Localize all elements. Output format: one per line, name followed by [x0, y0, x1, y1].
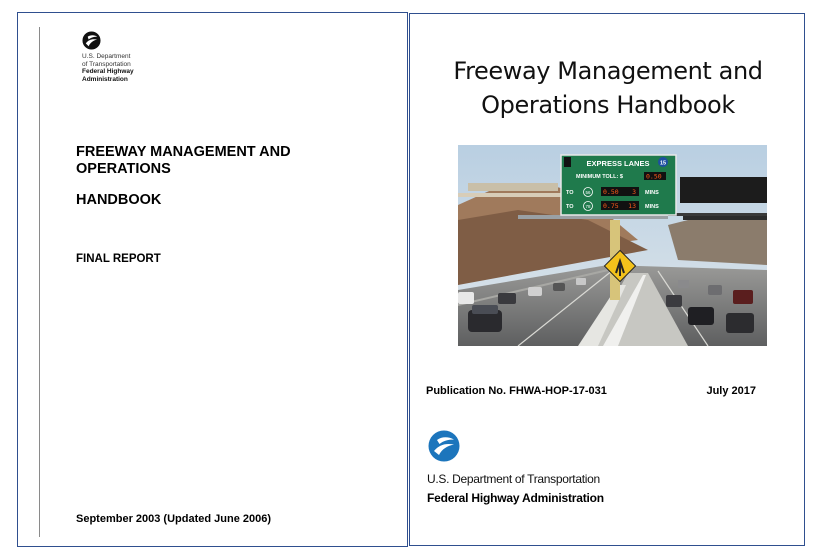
agency-line: Federal Highway: [82, 68, 134, 75]
left-title-line1: FREEWAY MANAGEMENT AND: [76, 144, 291, 160]
route1-mins-label: MINS: [645, 190, 659, 196]
left-subtitle: HANDBOOK: [76, 192, 162, 208]
usdot-logo-icon: [428, 430, 460, 462]
route2-mins: 13: [628, 202, 636, 210]
left-date: September 2003 (Updated June 2006): [76, 513, 272, 525]
right-title: [410, 54, 806, 122]
route1-price: 0.50: [603, 188, 619, 196]
agency-line: of Transportation: [82, 60, 131, 68]
freeway-photo: [458, 145, 767, 346]
left-cover-page: [17, 12, 408, 547]
usdot-logo-icon: [82, 31, 101, 50]
publication-date: July 2017: [706, 385, 756, 397]
route2-price: 0.75: [603, 202, 619, 210]
publication-number: Publication No. FHWA-HOP-17-031: [426, 385, 607, 397]
margin-rule: [39, 27, 40, 537]
agency-line: Administration: [82, 75, 128, 83]
agency-name: U.S. Department of Transportation: [427, 472, 600, 486]
cover-photo: [458, 145, 767, 346]
route1-label: TO: [566, 190, 574, 196]
toll-value: 0.50: [646, 172, 662, 181]
right-title-line2: Operations Handbook: [481, 91, 735, 119]
left-title-line2: OPERATIONS: [76, 161, 171, 177]
route2-label: TO: [566, 204, 574, 210]
agency-line: U.S. Department: [82, 53, 131, 60]
agency-block-small: [82, 53, 134, 83]
toll-label: MINIMUM TOLL: $: [576, 174, 623, 180]
agency-sub-name: Federal Highway Administration: [427, 491, 604, 505]
right-title-line1: Freeway Management and: [453, 57, 763, 85]
route1-number: 56: [585, 190, 591, 195]
right-cover-page: [409, 13, 805, 546]
route2-mins-label: MINS: [645, 204, 659, 210]
route2-number: 78: [585, 204, 591, 209]
route1-mins: 3: [632, 188, 636, 196]
interstate-shield: 15: [659, 160, 667, 167]
report-type: FINAL REPORT: [76, 253, 161, 265]
sign-title: EXPRESS LANES: [586, 159, 650, 168]
left-title: [76, 144, 376, 178]
